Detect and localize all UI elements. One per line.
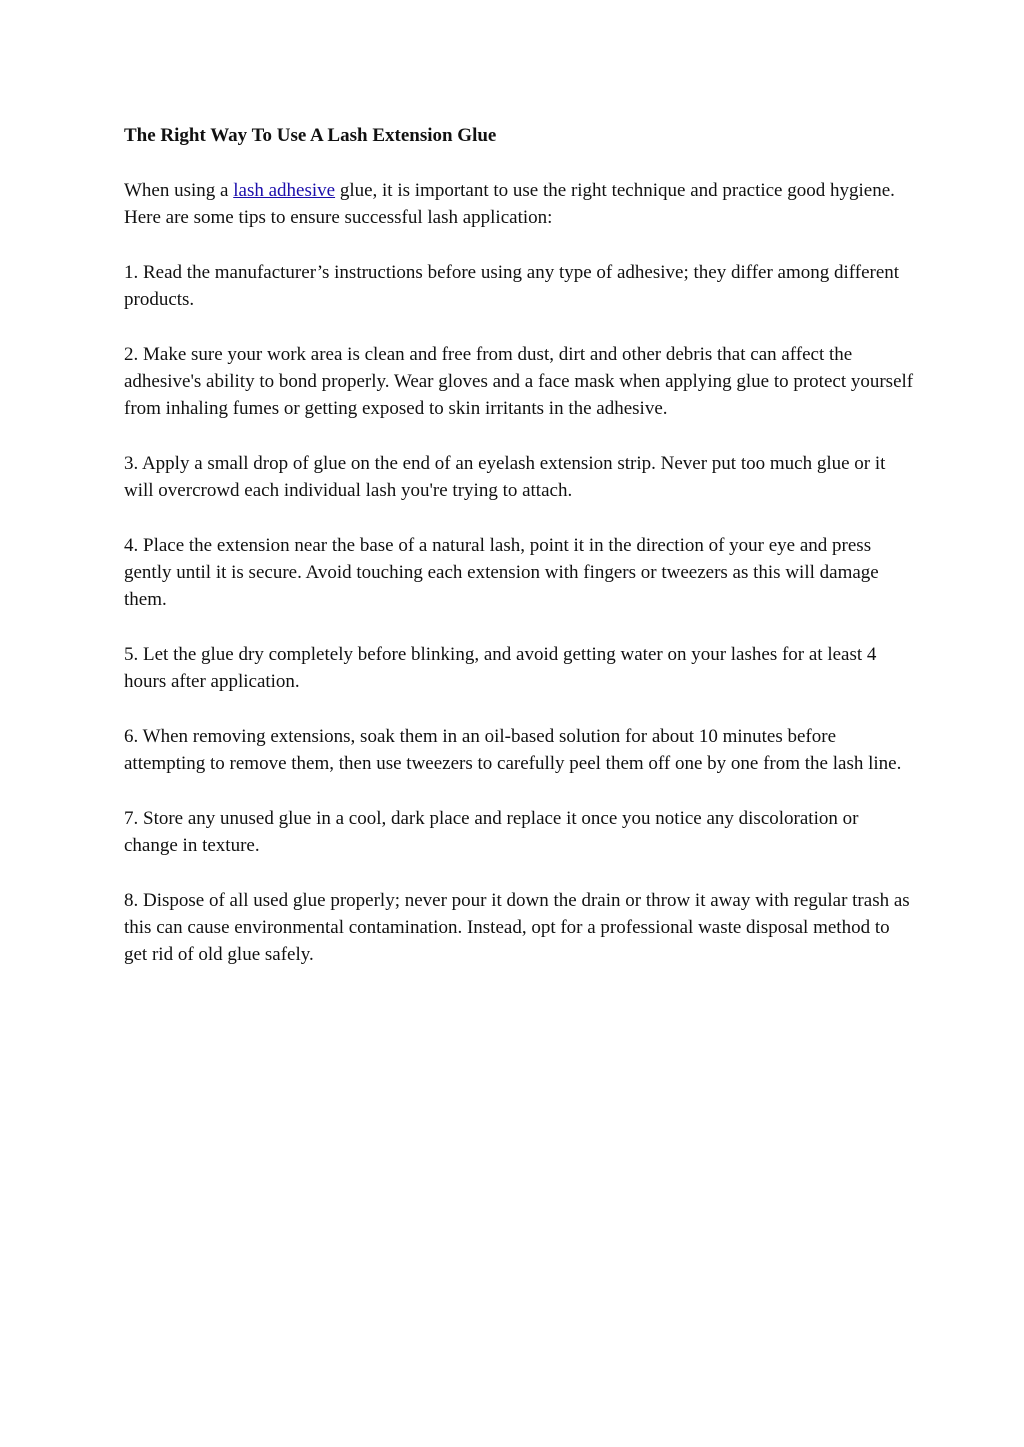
document-title: The Right Way To Use A Lash Extension Glue [124,125,497,146]
tip-paragraph-5: 5. Let the glue dry completely before blinking, and avoid getting water on your lashes for at least 4 hours after application. [124,644,877,693]
tip-paragraph-8: 8. Dispose of all used glue properly; never pour it down the drain or throw it away with regular trash as this can cause environmental contamination. Instead, opt for a professional waste disposal method to get rid of old glue safely. [124,889,910,966]
tip-paragraph-2: 2. Make sure your work area is clean and free from dust, dirt and other debris that can affect the adhesive's ability to bond properly. Wear gloves and a face mask when applying glue to protect yourself from inhaling fumes or getting exposed to skin irritants in the adhesive. [124,343,914,420]
tip-paragraph-3: 3. Apply a small drop of glue on the end of an eyelash extension strip. Never put too much glue or it will overcrowd each individual lash you're trying to attach. [124,452,886,502]
document-page [124,122,914,996]
intro-text-after-link: glue, it is important to use the right technique and practice good hygiene. Here are some tips to ensure successful lash application: [124,180,895,229]
tip-paragraph-1: 1. Read the manufacturer’s instructions before using any type of adhesive; they differ among different products. [124,261,900,311]
intro-text-before-link: When using a [124,180,234,201]
intro-paragraph [124,177,914,232]
lash-adhesive-link[interactable]: lash adhesive [233,180,336,201]
tip-paragraph-6: 6. When removing extensions, soak them in an oil-based solution for about 10 minutes before attempting to remove them, then use tweezers to carefully peel them off one by one from the lash line. [124,725,902,775]
tip-paragraph-7: 7. Store any unused glue in a cool, dark place and replace it once you notice any discoloration or change in texture. [124,807,859,857]
tip-paragraph-4: 4. Place the extension near the base of a natural lash, point it in the direction of your eye and press gently until it is secure. Avoid touching each extension with fingers or tweezers as this will damage them. [124,534,879,611]
